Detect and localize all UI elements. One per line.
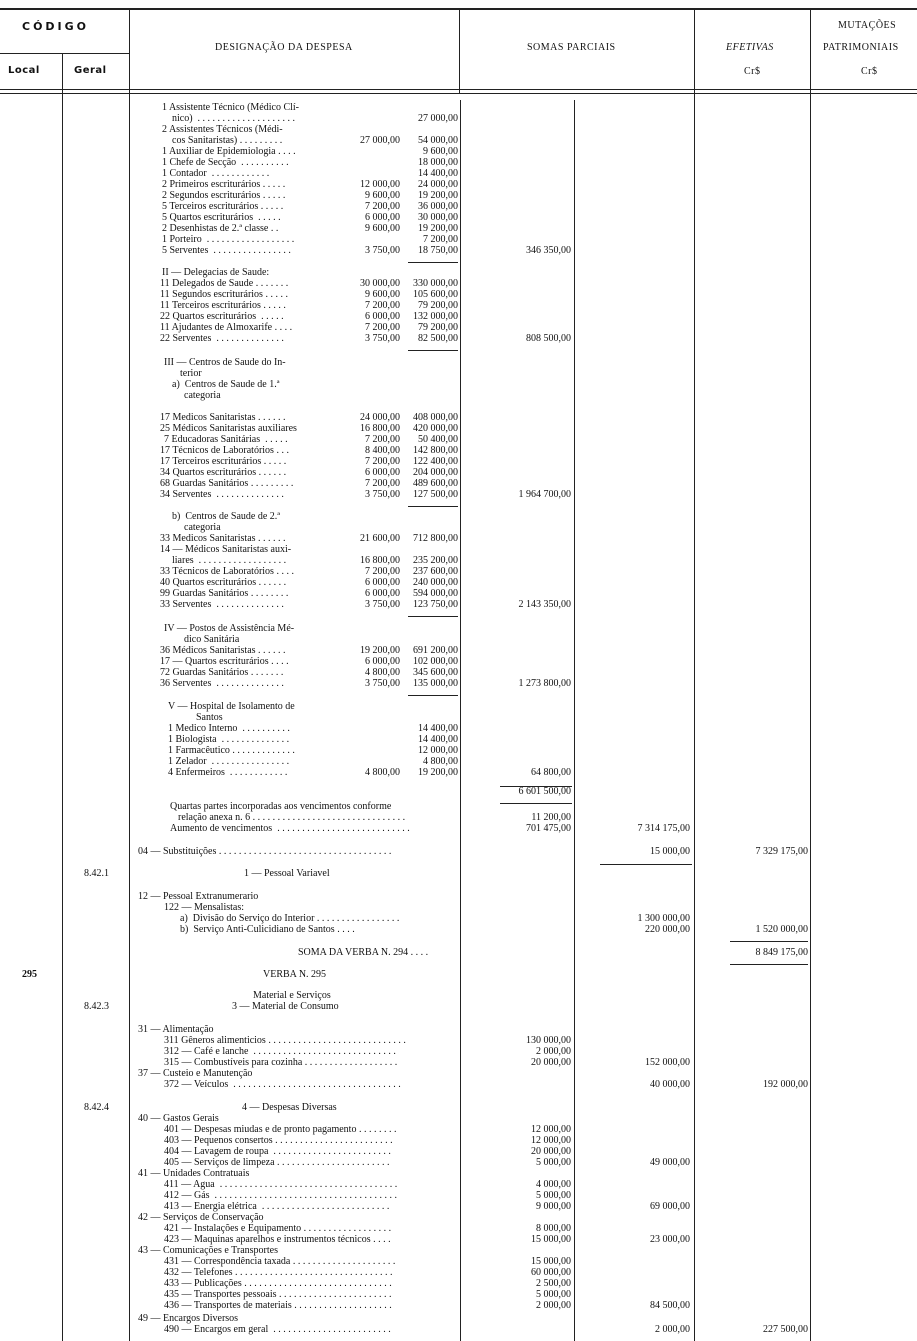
line-value-e: 152 000,00 [645, 1057, 690, 1068]
line-description: 1 — Pessoal Variavel [244, 868, 330, 879]
line-description: categoria [184, 522, 221, 533]
line-value-e: 1 300 000,00 [637, 913, 690, 924]
line-description: 1 Porteiro . . . . . . . . . . . . . . . . . . [162, 234, 295, 245]
line-value-c: 1 273 800,00 [518, 678, 571, 689]
col-divider-somas [694, 8, 695, 1341]
col-divider-designacao-header [459, 8, 460, 93]
header-local: Local [8, 65, 40, 76]
line-value-e: 23 000,00 [650, 1234, 690, 1245]
line-value-b: 691 200,00 [413, 645, 458, 656]
line-value-a: 12 000,00 [360, 179, 400, 190]
header-efetivas-unit: Cr$ [744, 66, 761, 77]
line-value-a: 6 000,00 [365, 212, 400, 223]
line-description: 122 — Mensalistas: [164, 902, 244, 913]
line-value-c: 60 000,00 [531, 1267, 571, 1278]
line-description: 42 — Serviços de Conservação [138, 1212, 264, 1223]
codigo-geral: 8.42.4 [84, 1102, 109, 1113]
header-bottom-rule-2 [0, 93, 917, 94]
line-value-a: 16 800,00 [360, 555, 400, 566]
line-value-b: 19 200,00 [418, 767, 458, 778]
codigo-divider [0, 53, 129, 54]
subtotal-rule [600, 864, 692, 865]
line-description: 311 Gêneros alimenticios . . . . . . . . . . . . . . . . . . . . . . . . . . . . [164, 1035, 406, 1046]
codigo-local: 295 [22, 969, 37, 980]
line-description: relação anexa n. 6 . . . . . . . . . . . . . . . . . . . . . . . . . . . . . . . [178, 812, 406, 823]
line-value-b: 82 500,00 [418, 333, 458, 344]
line-value-b: 18 000,00 [418, 157, 458, 168]
line-value-a: 7 200,00 [365, 566, 400, 577]
line-value-a: 6 000,00 [365, 588, 400, 599]
line-value-c: 15 000,00 [531, 1256, 571, 1267]
line-value-a: 7 200,00 [365, 456, 400, 467]
line-value-a: 8 400,00 [365, 445, 400, 456]
line-value-c: 6 601 500,00 [518, 786, 571, 797]
line-description: 404 — Lavagem de roupa . . . . . . . . . . . . . . . . . . . . . . . . [164, 1146, 391, 1157]
line-value-c: 1 964 700,00 [518, 489, 571, 500]
line-value-a: 9 600,00 [365, 223, 400, 234]
line-value-a: 4 800,00 [365, 667, 400, 678]
col-divider-geral [129, 8, 130, 1341]
line-value-b: 135 000,00 [413, 678, 458, 689]
line-value-b: 489 600,00 [413, 478, 458, 489]
line-description: a) Divisão do Serviço do Interior . . . . . . . . . . . . . . . . . [180, 913, 400, 924]
line-description: 34 Quartos escriturários . . . . . . [160, 467, 287, 478]
line-description: a) Centros de Saude de 1.ª [172, 379, 280, 390]
line-value-c: 5 000,00 [536, 1289, 571, 1300]
line-value-a: 7 200,00 [365, 478, 400, 489]
line-description: 5 Serventes . . . . . . . . . . . . . . . . [162, 245, 291, 256]
line-value-c: 5 000,00 [536, 1157, 571, 1168]
line-description: V — Hospital de Isolamento de [168, 701, 295, 712]
line-description: 22 Serventes . . . . . . . . . . . . . . [160, 333, 284, 344]
header-codigo: CÓDIGO [22, 20, 90, 33]
codigo-geral: 8.42.3 [84, 1001, 109, 1012]
line-description: cos Sanitaristas) . . . . . . . . . [172, 135, 283, 146]
line-description: VERBA N. 295 [263, 969, 327, 980]
line-value-b: 122 400,00 [413, 456, 458, 467]
line-value-a: 7 200,00 [365, 300, 400, 311]
line-value-b: 36 000,00 [418, 201, 458, 212]
line-value-b: 79 200,00 [418, 322, 458, 333]
line-value-e: 7 314 175,00 [637, 823, 690, 834]
line-value-b: 7 200,00 [423, 234, 458, 245]
line-description: Aumento de vencimentos . . . . . . . . . . . . . . . . . . . . . . . . . . . [170, 823, 410, 834]
line-value-b: 9 600,00 [423, 146, 458, 157]
line-value-b: 235 200,00 [413, 555, 458, 566]
line-value-c: 130 000,00 [526, 1035, 571, 1046]
line-description: 40 — Gastos Gerais [138, 1113, 219, 1124]
line-value-c: 12 000,00 [531, 1124, 571, 1135]
line-value-c: 5 000,00 [536, 1190, 571, 1201]
line-description: 37 — Custeio e Manutenção [138, 1068, 253, 1079]
line-description: 1 Zelador . . . . . . . . . . . . . . . . [168, 756, 290, 767]
line-value-c: 808 500,00 [526, 333, 571, 344]
line-description: 1 Biologista . . . . . . . . . . . . . . [168, 734, 290, 745]
line-description: categoria [184, 390, 221, 401]
line-description: 17 Técnicos de Laboratórios . . . [160, 445, 289, 456]
col-divider-designacao [574, 100, 575, 1341]
line-description: 17 Medicos Sanitaristas . . . . . . [160, 412, 286, 423]
line-description: b) Centros de Saude de 2.ª [172, 511, 281, 522]
line-value-c: 8 000,00 [536, 1223, 571, 1234]
header-efetivas: EFETIVAS [726, 42, 774, 53]
line-value-f: 227 500,00 [763, 1324, 808, 1335]
line-description: Quartas partes incorporadas aos vencimentos conforme [170, 801, 392, 812]
col-divider-efetivas [810, 8, 811, 1341]
line-description: 411 — Agua . . . . . . . . . . . . . . . . . . . . . . . . . . . . . . . . . . . . [164, 1179, 398, 1190]
line-value-a: 7 200,00 [365, 322, 400, 333]
line-description: II — Delegacias de Saude: [162, 267, 270, 278]
line-description: 372 — Veículos . . . . . . . . . . . . . . . . . . . . . . . . . . . . . . . . . . [164, 1079, 401, 1090]
line-description: IV — Postos de Assistência Mé- [164, 623, 295, 634]
line-value-a: 3 750,00 [365, 489, 400, 500]
line-description: 11 Ajudantes de Almoxarife . . . . [160, 322, 293, 333]
line-description: 312 — Café e lanche . . . . . . . . . . . . . . . . . . . . . . . . . . . . . [164, 1046, 396, 1057]
subtotal-rule [730, 964, 808, 965]
line-value-a: 6 000,00 [365, 311, 400, 322]
subtotal-rule [730, 941, 808, 942]
line-description: 1 Auxiliar de Epidemiologia . . . . [162, 146, 296, 157]
line-description: 43 — Comunicações e Transportes [138, 1245, 278, 1256]
line-value-b: 27 000,00 [418, 113, 458, 124]
line-value-a: 27 000,00 [360, 135, 400, 146]
line-value-c: 12 000,00 [531, 1135, 571, 1146]
line-description: 33 Técnicos de Laboratórios . . . . [160, 566, 294, 577]
line-description: 1 Contador . . . . . . . . . . . . [162, 168, 270, 179]
line-value-b: 4 800,00 [423, 756, 458, 767]
line-description: 36 Médicos Sanitaristas . . . . . . [160, 645, 286, 656]
line-value-b: 237 600,00 [413, 566, 458, 577]
line-value-a: 21 600,00 [360, 533, 400, 544]
line-value-b: 50 400,00 [418, 434, 458, 445]
line-value-b: 14 400,00 [418, 734, 458, 745]
line-description: 68 Guardas Sanitários . . . . . . . . . [160, 478, 294, 489]
line-value-e: 84 500,00 [650, 1300, 690, 1311]
line-value-a: 6 000,00 [365, 656, 400, 667]
line-value-b: 240 000,00 [413, 577, 458, 588]
line-value-b: 14 400,00 [418, 168, 458, 179]
line-value-c: 15 000,00 [531, 1234, 571, 1245]
line-value-b: 19 200,00 [418, 190, 458, 201]
line-value-c: 346 350,00 [526, 245, 571, 256]
line-description: 22 Quartos escriturários . . . . . [160, 311, 284, 322]
line-value-c: 2 143 350,00 [518, 599, 571, 610]
line-value-b: 142 800,00 [413, 445, 458, 456]
line-value-c: 4 000,00 [536, 1179, 571, 1190]
line-description: 40 Quartos escriturários . . . . . . [160, 577, 287, 588]
line-value-a: 19 200,00 [360, 645, 400, 656]
line-description: 3 — Material de Consumo [232, 1001, 339, 1012]
col-divider-local [62, 53, 63, 1341]
line-value-a: 3 750,00 [365, 333, 400, 344]
line-description: 432 — Telefones . . . . . . . . . . . . . . . . . . . . . . . . . . . . . . . . [164, 1267, 393, 1278]
line-description: 5 Terceiros escriturários . . . . . [162, 201, 284, 212]
line-value-f: 1 520 000,00 [755, 924, 808, 935]
line-value-b: 14 400,00 [418, 723, 458, 734]
line-description: 2 Segundos escriturários . . . . . [162, 190, 286, 201]
line-value-e: 49 000,00 [650, 1157, 690, 1168]
line-value-b: 712 800,00 [413, 533, 458, 544]
line-value-b: 102 000,00 [413, 656, 458, 667]
subtotal-rule [408, 262, 458, 263]
line-description: 1 Assistente Técnico (Médico Clí- [162, 102, 300, 113]
line-description: III — Centros de Saude do In- [164, 357, 286, 368]
line-description: 413 — Energia elétrica . . . . . . . . . . . . . . . . . . . . . . . . . . [164, 1201, 390, 1212]
line-value-a: 3 750,00 [365, 678, 400, 689]
line-description: 436 — Transportes de materiais . . . . . . . . . . . . . . . . . . . . [164, 1300, 392, 1311]
line-description: 31 — Alimentação [138, 1024, 214, 1035]
line-description: Material e Serviços [253, 990, 331, 1001]
line-value-b: 330 000,00 [413, 278, 458, 289]
line-value-b: 204 000,00 [413, 467, 458, 478]
header-mutacoes-unit: Cr$ [861, 66, 878, 77]
line-value-b: 54 000,00 [418, 135, 458, 146]
line-description: 33 Medicos Sanitaristas . . . . . . [160, 533, 286, 544]
line-value-b: 123 750,00 [413, 599, 458, 610]
line-description: 36 Serventes . . . . . . . . . . . . . . [160, 678, 284, 689]
header-geral: Geral [74, 65, 107, 76]
line-value-e: 69 000,00 [650, 1201, 690, 1212]
line-value-c: 2 000,00 [536, 1300, 571, 1311]
line-value-b: 408 000,00 [413, 412, 458, 423]
line-description: 14 — Médicos Sanitaristas auxi- [160, 544, 292, 555]
line-description: 435 — Transportes pessoais . . . . . . . . . . . . . . . . . . . . . . . [164, 1289, 392, 1300]
line-description: dico Sanitária [184, 634, 240, 645]
line-description: nico) . . . . . . . . . . . . . . . . . . . . [172, 113, 296, 124]
subtotal-rule [408, 506, 458, 507]
subtotal-rule [408, 350, 458, 351]
line-value-c: 9 000,00 [536, 1201, 571, 1212]
line-description: liares . . . . . . . . . . . . . . . . . . [172, 555, 287, 566]
line-value-a: 24 000,00 [360, 412, 400, 423]
line-description: 17 Terceiros escriturários . . . . . [160, 456, 287, 467]
line-value-b: 127 500,00 [413, 489, 458, 500]
line-value-a: 16 800,00 [360, 423, 400, 434]
line-value-f: 7 329 175,00 [755, 846, 808, 857]
line-description: SOMA DA VERBA N. 294 . . . . [298, 947, 429, 958]
line-value-e: 220 000,00 [645, 924, 690, 935]
line-value-b: 594 000,00 [413, 588, 458, 599]
line-description: 2 Assistentes Técnicos (Médi- [162, 124, 283, 135]
line-value-c: 11 200,00 [531, 812, 571, 823]
line-description: 1 Farmacêutico . . . . . . . . . . . . . [168, 745, 295, 756]
line-value-b: 12 000,00 [418, 745, 458, 756]
line-value-f: 8 849 175,00 [755, 947, 808, 958]
header-somas-parciais: SOMAS PARCIAIS [527, 42, 616, 53]
line-value-a: 3 750,00 [365, 599, 400, 610]
line-value-c: 20 000,00 [531, 1146, 571, 1157]
line-description: 2 Desenhistas de 2.ª classe . . [162, 223, 279, 234]
line-description: 2 Primeiros escriturários . . . . . [162, 179, 286, 190]
line-description: 72 Guardas Sanitários . . . . . . . [160, 667, 284, 678]
line-description: terior [180, 368, 202, 379]
line-description: 34 Serventes . . . . . . . . . . . . . . [160, 489, 284, 500]
line-description: 315 — Combustíveis para cozinha . . . . . . . . . . . . . . . . . . . [164, 1057, 398, 1068]
codigo-geral: 8.42.1 [84, 868, 109, 879]
line-description: 11 Delegados de Saude . . . . . . . [160, 278, 289, 289]
line-value-b: 345 600,00 [413, 667, 458, 678]
subtotal-rule [408, 616, 458, 617]
line-description: 433 — Publicações . . . . . . . . . . . . . . . . . . . . . . . . . . . . . . [164, 1278, 392, 1289]
header-designacao: DESIGNAÇÃO DA DESPESA [215, 42, 353, 53]
line-description: 33 Serventes . . . . . . . . . . . . . . [160, 599, 284, 610]
line-value-c: 2 000,00 [536, 1046, 571, 1057]
line-value-c: 64 800,00 [531, 767, 571, 778]
line-description: 12 — Pessoal Extranumerario [138, 891, 259, 902]
line-description: 431 — Correspondência taxada . . . . . . . . . . . . . . . . . . . . . [164, 1256, 396, 1267]
line-description: 25 Médicos Sanitaristas auxiliares [160, 423, 297, 434]
subtotal-rule [408, 695, 458, 696]
line-description: 49 — Encargos Diversos [138, 1313, 239, 1324]
line-value-e: 15 000,00 [650, 846, 690, 857]
line-description: 412 — Gás . . . . . . . . . . . . . . . . . . . . . . . . . . . . . . . . . . . . . [164, 1190, 398, 1201]
line-value-a: 6 000,00 [365, 577, 400, 588]
line-value-b: 105 600,00 [413, 289, 458, 300]
line-value-a: 7 200,00 [365, 434, 400, 445]
line-description: 11 Segundos escriturários . . . . . [160, 289, 288, 300]
line-description: 1 Chefe de Secção . . . . . . . . . . [162, 157, 289, 168]
line-description: 4 — Despesas Diversas [242, 1102, 337, 1113]
line-description: 423 — Maquinas aparelhos e instrumentos técnicos . . . . [164, 1234, 391, 1245]
line-value-a: 30 000,00 [360, 278, 400, 289]
line-description: Santos [196, 712, 223, 723]
line-value-b: 24 000,00 [418, 179, 458, 190]
line-value-e: 40 000,00 [650, 1079, 690, 1090]
line-value-b: 18 750,00 [418, 245, 458, 256]
line-description: 11 Terceiros escriturários . . . . . [160, 300, 286, 311]
line-description: 405 — Serviços de limpeza . . . . . . . . . . . . . . . . . . . . . . . [164, 1157, 390, 1168]
line-value-c: 701 475,00 [526, 823, 571, 834]
line-value-b: 30 000,00 [418, 212, 458, 223]
line-description: 421 — Instalações e Equipamento . . . . . . . . . . . . . . . . . . [164, 1223, 392, 1234]
line-description: 401 — Despesas miudas e de pronto pagamento . . . . . . . . [164, 1124, 397, 1135]
line-value-e: 2 000,00 [655, 1324, 690, 1335]
line-description: 403 — Pequenos consertos . . . . . . . . . . . . . . . . . . . . . . . . [164, 1135, 393, 1146]
line-description: 41 — Unidades Contratuais [138, 1168, 250, 1179]
line-value-a: 9 600,00 [365, 289, 400, 300]
line-description: 7 Educadoras Sanitárias . . . . . [164, 434, 288, 445]
line-value-f: 192 000,00 [763, 1079, 808, 1090]
line-description: 99 Guardas Sanitários . . . . . . . . [160, 588, 289, 599]
header-mutacoes: MUTAÇÕES [838, 20, 897, 31]
line-value-a: 4 800,00 [365, 767, 400, 778]
line-description: 17 — Quartos escriturários . . . . [160, 656, 289, 667]
line-description: 04 — Substituições . . . . . . . . . . . . . . . . . . . . . . . . . . . . . . . . . . . [138, 846, 392, 857]
line-value-b: 79 200,00 [418, 300, 458, 311]
line-value-a: 3 750,00 [365, 245, 400, 256]
line-value-b: 420 000,00 [413, 423, 458, 434]
line-value-c: 2 500,00 [536, 1278, 571, 1289]
line-value-b: 132 000,00 [413, 311, 458, 322]
line-description: 4 Enfermeiros . . . . . . . . . . . . [168, 767, 288, 778]
line-value-a: 7 200,00 [365, 201, 400, 212]
line-value-a: 9 600,00 [365, 190, 400, 201]
line-description: 5 Quartos escriturários . . . . . [162, 212, 281, 223]
line-value-c: 20 000,00 [531, 1057, 571, 1068]
line-value-b: 19 200,00 [418, 223, 458, 234]
header-patrimoniais: PATRIMONIAIS [823, 42, 899, 53]
line-description: b) Serviço Anti-Culicidiano de Santos . . . . [180, 924, 355, 935]
line-value-a: 6 000,00 [365, 467, 400, 478]
line-description: 1 Medico Interno . . . . . . . . . . [168, 723, 290, 734]
line-description: 490 — Encargos em geral . . . . . . . . . . . . . . . . . . . . . . . . [164, 1324, 391, 1335]
